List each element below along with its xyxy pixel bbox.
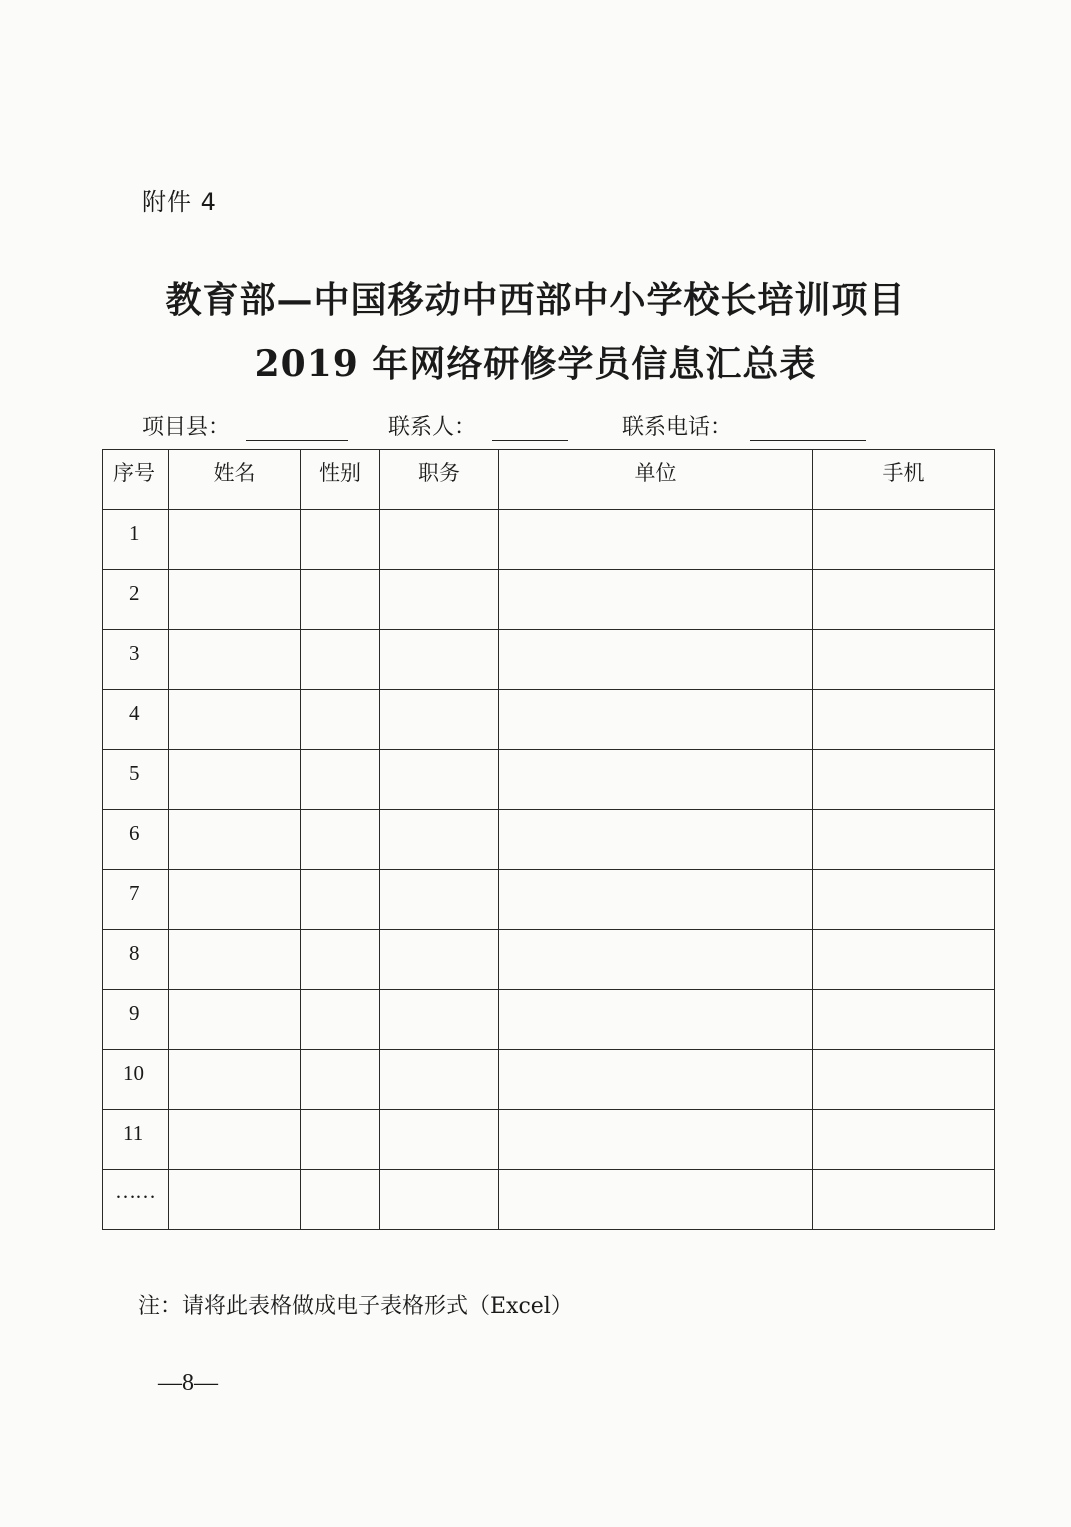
cell-position	[380, 570, 499, 630]
table-row	[103, 750, 995, 810]
cell-mobile	[813, 630, 995, 690]
cell-position	[380, 510, 499, 570]
cell-mobile	[813, 1050, 995, 1110]
phone-label: 联系电话：	[622, 415, 733, 440]
contact-label: 联系人：	[388, 415, 477, 440]
cell-mobile	[813, 870, 995, 930]
header-gender: 性别	[301, 450, 380, 510]
row-seq: 9	[103, 990, 169, 1050]
cell-gender	[301, 510, 380, 570]
header-name: 姓名	[169, 450, 301, 510]
header-mobile: 手机	[813, 450, 995, 510]
cell-unit	[499, 930, 813, 990]
cell-position	[380, 1050, 499, 1110]
cell-position	[380, 870, 499, 930]
cell-name	[169, 990, 301, 1050]
student-info-table	[102, 449, 995, 1230]
page-number: —8—	[158, 1370, 218, 1396]
cell-name	[169, 1050, 301, 1110]
cell-unit	[499, 1050, 813, 1110]
cell-unit	[499, 1110, 813, 1170]
cell-name	[169, 750, 301, 810]
cell-name	[169, 510, 301, 570]
cell-unit	[499, 870, 813, 930]
table-row	[103, 510, 995, 570]
row-seq: 2	[103, 570, 169, 630]
row-seq: 11	[103, 1110, 169, 1170]
cell-name	[169, 1110, 301, 1170]
row-seq: 1	[103, 510, 169, 570]
cell-unit	[499, 570, 813, 630]
cell-unit	[499, 630, 813, 690]
table-row	[103, 990, 995, 1050]
cell-mobile	[813, 570, 995, 630]
row-seq: 7	[103, 870, 169, 930]
table-header-row	[103, 450, 995, 510]
cell-gender	[301, 630, 380, 690]
contact-blank	[492, 440, 568, 441]
cell-gender	[301, 750, 380, 810]
cell-mobile	[813, 510, 995, 570]
cell-gender	[301, 990, 380, 1050]
county-label: 项目县：	[142, 415, 231, 440]
cell-position	[380, 1110, 499, 1170]
table-row	[103, 570, 995, 630]
cell-position	[380, 630, 499, 690]
cell-gender	[301, 690, 380, 750]
cell-unit	[499, 990, 813, 1050]
cell-unit	[499, 690, 813, 750]
cell-position	[380, 810, 499, 870]
table-row	[103, 810, 995, 870]
cell-mobile	[813, 930, 995, 990]
cell-unit	[499, 1170, 813, 1230]
table-row	[103, 930, 995, 990]
cell-unit	[499, 510, 813, 570]
table-row	[103, 1170, 995, 1230]
cell-name	[169, 570, 301, 630]
cell-mobile	[813, 810, 995, 870]
row-seq: 3	[103, 630, 169, 690]
cell-gender	[301, 870, 380, 930]
cell-position	[380, 1170, 499, 1230]
cell-name	[169, 1170, 301, 1230]
cell-name	[169, 870, 301, 930]
cell-mobile	[813, 990, 995, 1050]
cell-name	[169, 810, 301, 870]
header-position: 职务	[380, 450, 499, 510]
cell-name	[169, 930, 301, 990]
document-title-line-2: 2019 年网络研修学员信息汇总表	[254, 343, 817, 385]
table-row	[103, 870, 995, 930]
cell-gender	[301, 570, 380, 630]
cell-position	[380, 690, 499, 750]
table-row	[103, 630, 995, 690]
cell-position	[380, 930, 499, 990]
row-seq: 5	[103, 750, 169, 810]
document-title-line-1: 教育部—中国移动中西部中小学校长培训项目	[165, 279, 906, 321]
cell-unit	[499, 750, 813, 810]
cell-name	[169, 690, 301, 750]
table-row	[103, 1050, 995, 1110]
cell-mobile	[813, 1110, 995, 1170]
cell-gender	[301, 1110, 380, 1170]
cell-gender	[301, 1170, 380, 1230]
cell-unit	[499, 810, 813, 870]
phone-blank	[750, 440, 866, 441]
attachment-label: 附件 4	[142, 188, 217, 216]
cell-name	[169, 630, 301, 690]
header-seq: 序号	[103, 450, 169, 510]
cell-position	[380, 990, 499, 1050]
cell-mobile	[813, 1170, 995, 1230]
table-row	[103, 1110, 995, 1170]
row-seq: ……	[103, 1170, 169, 1230]
row-seq: 10	[103, 1050, 169, 1110]
cell-mobile	[813, 690, 995, 750]
row-seq: 6	[103, 810, 169, 870]
cell-mobile	[813, 750, 995, 810]
table-row	[103, 690, 995, 750]
cell-gender	[301, 930, 380, 990]
row-seq: 4	[103, 690, 169, 750]
cell-gender	[301, 1050, 380, 1110]
county-blank	[246, 440, 348, 441]
header-unit: 单位	[499, 450, 813, 510]
cell-gender	[301, 810, 380, 870]
cell-position	[380, 750, 499, 810]
footnote: 注：请将此表格做成电子表格形式（Excel）	[138, 1294, 573, 1319]
row-seq: 8	[103, 930, 169, 990]
